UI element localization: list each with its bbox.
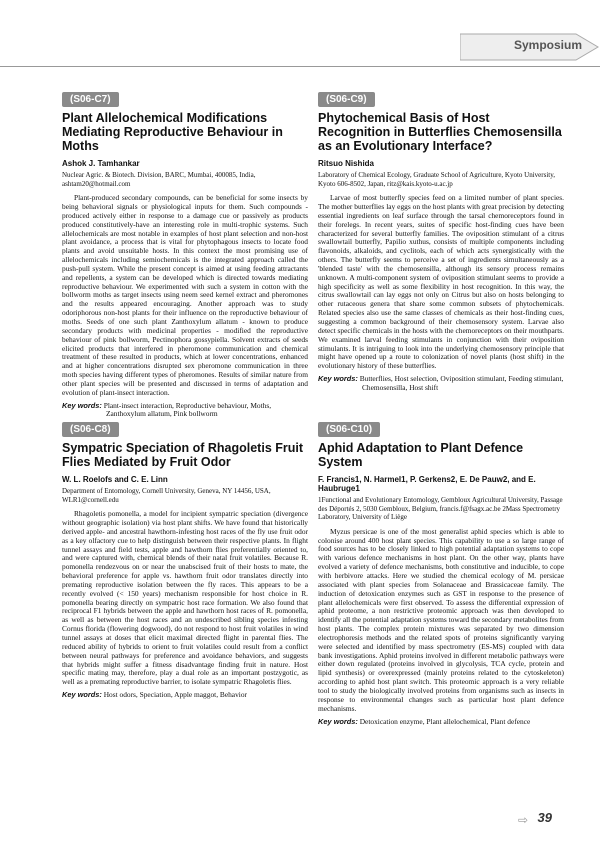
article-code-badge: (S06-C10) — [318, 422, 380, 437]
section-label: Symposium — [513, 38, 582, 52]
article-title: Sympatric Speciation of Rhagoletis Fruit Flies Mediated by Fruit Odor — [62, 441, 304, 469]
article-s06-c7 — [62, 89, 308, 419]
article-body: Rhagoletis pomonella, a model for incipient sympatric speciation (divergence without geographic isolation) via host plant shifts. We have found that historically derived apple- and ancestral hawthorn-infesting host races of the fly use fruit odor as a key olfactory cue to help distinguish between their respective plants. In flight tunnel assays and field tests, apple and hawthorn flies preferentially oriented to, and were captured with, chemical blends of their natal fruit volatiles. Because R. pomonella rendezvous on or near the unabscised fruit of their hosts to mate, the behavioral preference for apple vs. hawthorn fruit odor translates directly into premating reproductive isolation between the fly races. This appears to be a recently evolved (< 150 years) mechanism responsible for host choice in R. pomonella bearing directly on sympatric host race formation. We also found that reciprocal F1 hybrids between the apple and hawthorn host races of R. pomonella, as well as between the host races and an undescribed sibling species infesting Cornus florida (flowering dogwood), do not respond to host fruit volatiles in wind tunnel assays at doses that elicit maximal directed flight in parental flies. The reduced ability of hybrids to orient to fruit volatiles could result from a conflict between neural pathways for preference and avoidance behaviors, and suggests that hybrids might suffer a fitness disadvantage finding fruit in nature. Host specific mating may, therefore, play a dual role as an important postzygotic, as well as a premating reproductive barrier, to isolate sympatric Rhagoletis flies. — [62, 509, 308, 687]
article-affiliation: 1Functional and Evolutionary Entomology, Gembloux Agricultural University, Passage des Déportés 2, 5030 Gembloux, Belgium, francis.f@fsagx.ac.be 2Mass Spectrometry Laboratory, University of Liège — [318, 496, 563, 522]
keywords-text: Detoxication enzyme, Plant allelochemical, Plant defence — [359, 716, 531, 726]
article-keywords — [318, 718, 564, 727]
keywords-label: Key words: — [62, 400, 102, 410]
article-affiliation: Nuclear Agric. & Biotech. Division, BARC, Mumbai, 400085, India, ashtam20@hotmail.com — [62, 171, 256, 188]
article-s06-c10 — [318, 419, 564, 726]
article-keywords — [62, 691, 308, 700]
article-keywords — [62, 402, 308, 420]
arrow-right-icon: ⇨ — [517, 813, 528, 827]
keywords-label: Key words: — [318, 374, 358, 384]
article-authors: Ritsuo Nishida — [318, 159, 375, 168]
article-authors: Ashok J. Tamhankar — [62, 159, 140, 168]
header-divider — [0, 66, 600, 67]
page-number: 39 — [537, 810, 552, 825]
article-affiliation: Department of Entomology, Cornell University, Geneva, NY 14456, USA, WLR1@cornell.edu — [62, 487, 271, 504]
article-affiliation: Laboratory of Chemical Ecology, Graduate School of Agriculture, Kyoto University, Kyoto 606-8502, Japan, ritz@kais.kyoto-u.ac.jp — [318, 171, 556, 188]
keywords-text: Host odors, Speciation, Apple maggot, Behavior — [103, 690, 247, 700]
article-title: Plant Allelochemical Modifications Mediating Reproductive Behaviour in Moths — [62, 111, 283, 153]
article-body: Plant-produced secondary compounds, can be beneficial for some insects by being behavioral signals or physiological inputs for them. Such compounds - produced actively either in response to a damage cue or passively as products produced constitutively-have an interesting role in multi-trophic systems. Such allelochemicals are most notable in examples of host plant selection and non-host plant avoidance, a process that is vital for phytophagous insects to locate food plants and avoid unsuitable hosts. In this context the most promising use of allelochemicals including semiochemicals is the integrated approach called the push-pull system. While the present concept is aimed at using feeding attractants and repellents, a system can be developed which is directed towards mediating reproductive behaviour. We experimented with such a system in cotton with the bollworm moths as target insects using neem seed kernel extract and pheromones and the results appeared encouraging. Another approach was to study odoriphorous non-host plants for their influence on the reproductive behaviour of moths. Seeds of one such plant Zanthoxylum allatum - known to produce secondary products with medicinal properties - modified the reproductive behaviour of pink bollworm, Pectinophora gossypiella. Solvent extracts of seeds elicited products that interfered in pheromone communication and chemical treatment of these resulted in products, which at lower concentrations, enhanced and at higher concentrations disrupted sex pheromone communication in three moth species having different types of pheromones. Results of similar nature from other plant species will be presented and discussed in terms of adaptation and evolution of plant-insect interaction. — [62, 193, 308, 397]
article-body: Myzus persicae is one of the most generalist aphid species which is able to colonise around 400 host plant species. This capability to use a so large range of food sources has to be closely linked to high potential adaptation systems to cope with various defence mechanisms in host plant. On the other way, plants have evolved a variety of defence mechanisms, both constitutive and inducible, to cope with herbivore attacks. Here we studied the chemical ecology of M. persicae associated with plant species from Solanaceae and Brassicaceae family. The induction of detoxication enzymes such as GST in response to the presence of plant allelochemicals were first observed. To assess the differential expression of aphid proteome, a non restrictive proteomic approach was then developed to identify all the potential adaptation systems toward the secondary metabolites from host plants. The complex protein mixtures was separated by two dimension electrophoresis methods and the related spots of proteins significantly varying were selected and identified by mass spectrometry (ES-MS) coupled with data bank investigations. Aphid proteins involved in different metabolic pathways were either down regulated (proteins involved in glycolysis, TCA cycle, protein and lipid synthesis) or overexpressed (mainly proteins related to the cytoskeleton) according to aphid host plant switch. This proteomic approach is a very reliable tool to study the biologically involved proteins from organisms such as insects in response to environmental changes such as particular host plant defence mechanisms. — [318, 526, 564, 713]
article-s06-c9 — [318, 89, 564, 393]
article-body: Larvae of most butterfly species feed on a limited number of plant species. The mother butterflies lay eggs on the host plants with great precision by detecting essential ingredients on leaf surface through the tarsal chemoreceptors found in their forelegs. In recent years, suites of specific host-finding cues have been characterized for several butterfly families. The oviposition stimulant of a citrus swallowtail butterfly, Papilio xuthus, consists of multiple components including flavonoids, alkaloids, and cyclitols, each of which acts synergistically with the others. The butterfly seems to perceive a set of ingredients simultaneously as a 'blended taste' with the chemosensilla, although its sensory process remains unknown. A multi-component system of oviposition stimulant seems to provide a high specificity as well as some flexibility in host recognition. In this way, the citrus swallowtail can lay eggs not only on Citrus but also on hosts belonging to other rutaceous genera that share some common subsets of phytochemicals. Related species also use the same classes of chemicals as their host-finding cues, suggesting a common background of their chemosensory system. Larvae also detect specific chemicals in the hosts with the chemoreceptors on their mouthparts. We examined larval feeding stimulants in conjunction with their oviposition stimulants. It is intriguing to look into the underlying chemosensory principle that might have opened up a route to colonization of novel plants (host shift) in the evolutionary history of these butterflies. — [318, 193, 564, 371]
article-code-badge: (S06-C7) — [62, 92, 119, 107]
article-code-badge: (S06-C8) — [62, 422, 119, 437]
article-code-badge: (S06-C9) — [318, 92, 375, 107]
article-title: Phytochemical Basis of Host Recognition in Butterflies Chemosensilla as an Evolutionary Interface? — [318, 111, 562, 153]
article-authors: F. Francis1, N. Harmel1, P. Gerkens2, E. De Pauw2, and E. Haubruge1 — [318, 475, 536, 493]
article-keywords — [318, 375, 564, 393]
keywords-label: Key words: — [318, 716, 358, 726]
keywords-text: Plant-insect interaction, Reproductive behaviour, Moths, Zanthoxylum allatum, Pink bollworm — [103, 400, 272, 419]
keywords-label: Key words: — [62, 690, 102, 700]
article-s06-c8 — [62, 419, 308, 700]
article-title: Aphid Adaptation to Plant Defence System — [318, 441, 524, 469]
article-authors: W. L. Roelofs and C. E. Linn — [62, 475, 168, 484]
keywords-text: Butterflies, Host selection, Oviposition stimulant, Feeding stimulant, Chemosensilla, Host shift — [359, 374, 564, 392]
